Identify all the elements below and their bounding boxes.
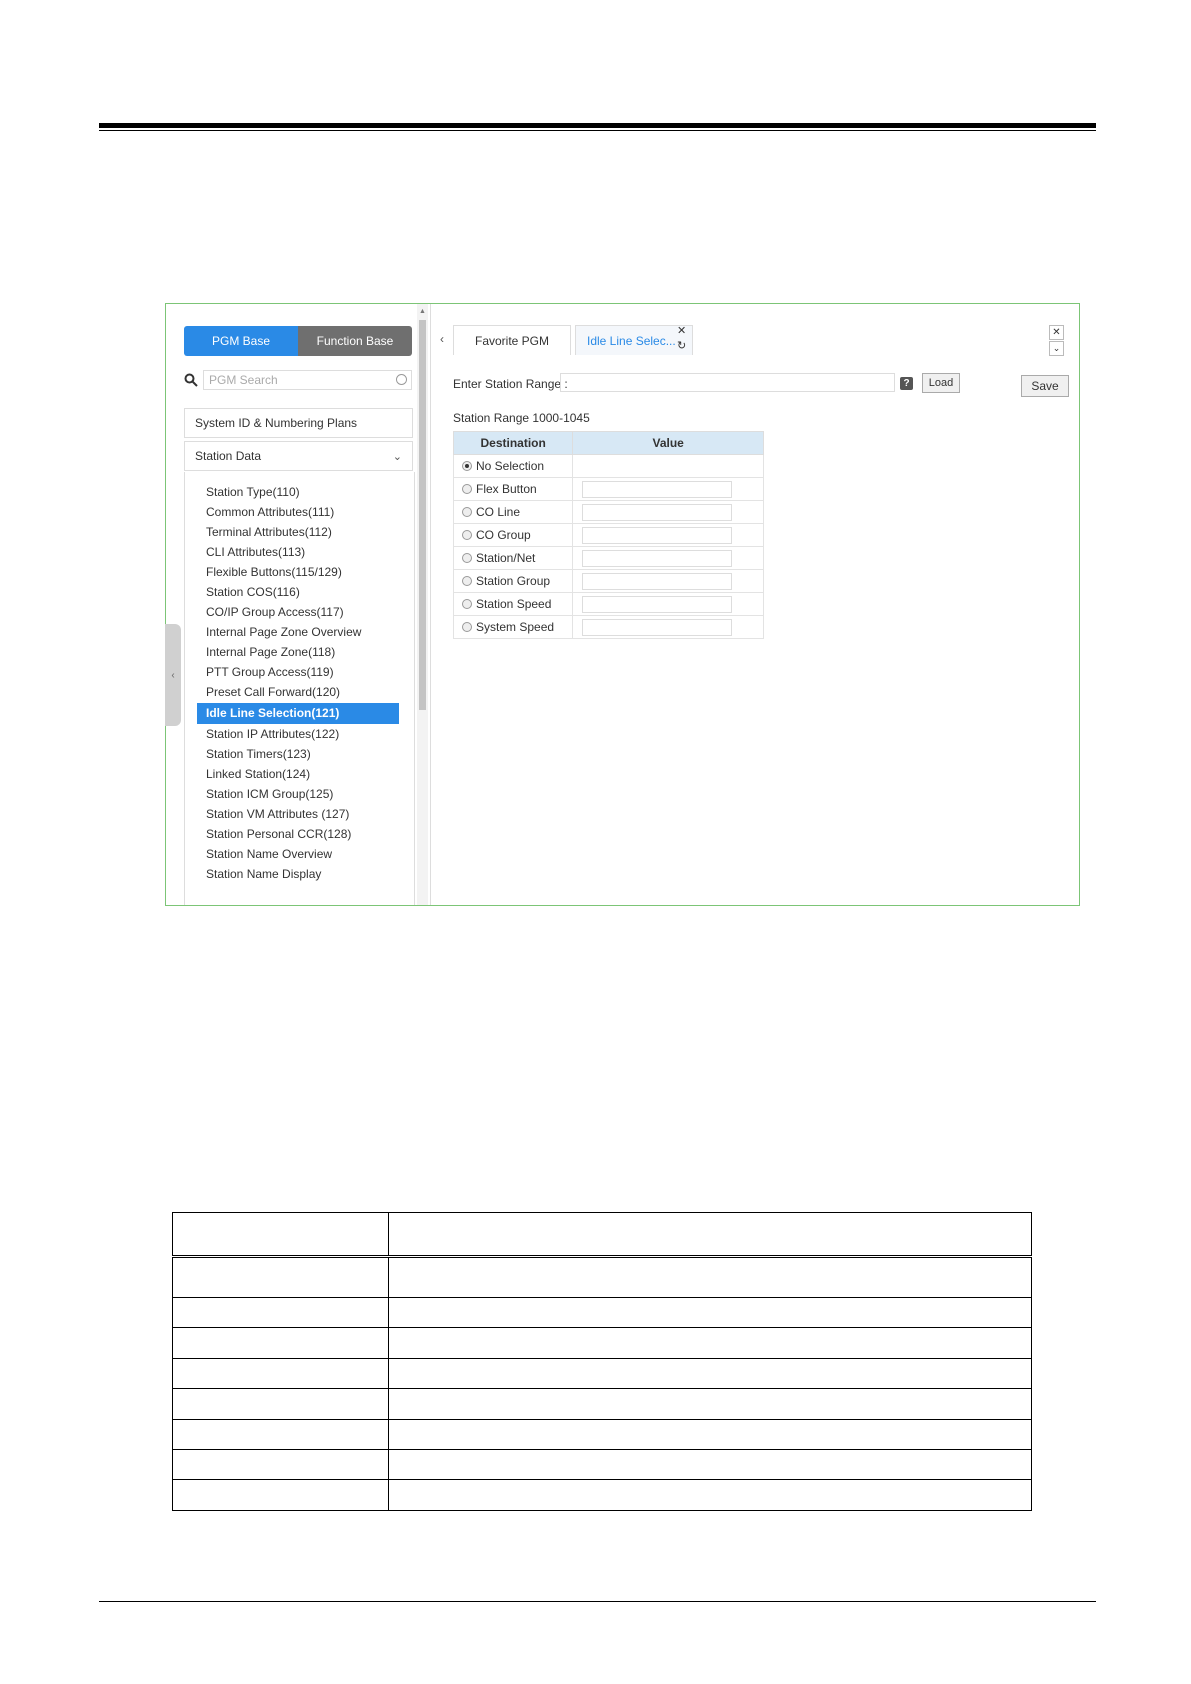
- table-row: [454, 524, 764, 547]
- station-range-text: Station Range 1000-1045: [453, 411, 590, 425]
- table-header-row: [454, 432, 764, 455]
- station-range-label: Enter Station Range :: [453, 377, 568, 391]
- sidebar-item-station-timers[interactable]: Station Timers(123): [206, 747, 311, 761]
- sidebar-item-station-name-overview[interactable]: Station Name Overview: [206, 847, 333, 861]
- doc-table-row: [173, 1297, 1032, 1327]
- doc-cell: [173, 1297, 389, 1327]
- table-row: [454, 455, 764, 478]
- destination-label: Station Speed: [476, 597, 552, 611]
- save-button[interactable]: Save: [1021, 375, 1069, 397]
- table-row: [454, 593, 764, 616]
- doc-cell: [173, 1358, 389, 1388]
- menu-system-id-label: System ID & Numbering Plans: [195, 416, 358, 430]
- radio-button[interactable]: [462, 553, 472, 563]
- radio-button[interactable]: [462, 576, 472, 586]
- destination-label: System Speed: [476, 620, 555, 634]
- tab-refresh-icon[interactable]: ↻: [677, 340, 687, 352]
- destination-cell[interactable]: [454, 524, 573, 547]
- destination-label: No Selection: [476, 459, 545, 473]
- doc-cell: [389, 1257, 1032, 1298]
- tab-prev-icon[interactable]: ‹: [440, 332, 444, 346]
- value-input[interactable]: [582, 596, 732, 613]
- doc-table-row: [173, 1419, 1032, 1449]
- sidebar-item-station-vm-attributes[interactable]: Station VM Attributes (127): [206, 807, 350, 821]
- document-table: [172, 1212, 1032, 1511]
- footer-rule: [99, 1601, 1096, 1602]
- value-cell: [573, 524, 764, 547]
- sidebar-item-ptt-group-access[interactable]: PTT Group Access(119): [206, 665, 334, 679]
- header-rule: [99, 123, 1096, 128]
- doc-cell: [389, 1449, 1032, 1479]
- base-toggle: [184, 326, 412, 356]
- station-range-input[interactable]: [560, 373, 895, 392]
- doc-cell: [173, 1328, 389, 1358]
- destination-cell[interactable]: [454, 455, 573, 478]
- sidebar-item-station-icm-group[interactable]: Station ICM Group(125): [206, 787, 334, 801]
- search-icon: [184, 373, 198, 387]
- value-cell: [573, 616, 764, 639]
- left-scrollbar[interactable]: [417, 304, 428, 905]
- radio-button[interactable]: [462, 484, 472, 494]
- chevron-down-icon[interactable]: ⌄: [1049, 341, 1064, 356]
- doc-table-header: [173, 1213, 1032, 1257]
- value-cell: [573, 593, 764, 616]
- pgm-base-button[interactable]: PGM Base: [184, 326, 298, 356]
- doc-table-row: [173, 1389, 1032, 1419]
- tab-favorite-pgm[interactable]: Favorite PGM: [453, 325, 571, 355]
- radio-button[interactable]: [462, 599, 472, 609]
- search-placeholder: PGM Search: [209, 373, 278, 387]
- sidebar-item-station-name-display[interactable]: Station Name Display: [206, 867, 322, 881]
- scroll-up-icon[interactable]: ▲: [419, 308, 426, 315]
- destination-cell[interactable]: [454, 478, 573, 501]
- destination-cell[interactable]: [454, 547, 573, 570]
- destination-cell[interactable]: [454, 570, 573, 593]
- value-input[interactable]: [582, 504, 732, 521]
- collapse-panel-handle[interactable]: [165, 624, 181, 726]
- pgm-search-input[interactable]: [203, 370, 412, 390]
- doc-table-row: [173, 1358, 1032, 1388]
- destination-label: CO Line: [476, 505, 521, 519]
- doc-cell: [173, 1389, 389, 1419]
- station-data-list: [184, 472, 415, 905]
- doc-cell: [389, 1297, 1032, 1327]
- doc-cell: [173, 1480, 389, 1511]
- right-panel: [430, 304, 1079, 905]
- value-input[interactable]: [582, 527, 732, 544]
- chevron-down-icon[interactable]: ⌄: [392, 451, 402, 463]
- table-row: [454, 616, 764, 639]
- value-cell: [573, 501, 764, 524]
- doc-cell: [389, 1358, 1032, 1388]
- doc-cell: [173, 1257, 389, 1298]
- value-cell: [573, 478, 764, 501]
- sidebar-item-flexible-buttons[interactable]: Flexible Buttons(115/129): [206, 565, 342, 579]
- table-row: [454, 501, 764, 524]
- scroll-thumb[interactable]: [419, 320, 426, 710]
- radio-button[interactable]: [462, 461, 472, 471]
- table-row: [454, 570, 764, 593]
- doc-table-row: [173, 1257, 1032, 1298]
- destination-label: CO Group: [476, 528, 531, 542]
- doc-cell: [389, 1328, 1032, 1358]
- doc-table-row: [173, 1480, 1032, 1511]
- tab-idle-line-selection[interactable]: Idle Line Selec...: [575, 325, 693, 355]
- sidebar-item-preset-call-forward[interactable]: Preset Call Forward(120): [206, 685, 341, 699]
- sidebar-item-terminal-attributes[interactable]: Terminal Attributes(112): [206, 525, 332, 539]
- destination-cell[interactable]: [454, 593, 573, 616]
- menu-station-data[interactable]: [184, 441, 413, 471]
- radio-button[interactable]: [462, 530, 472, 540]
- table-row: [454, 547, 764, 570]
- value-input[interactable]: [582, 573, 732, 590]
- sidebar-item-station-personal-ccr[interactable]: Station Personal CCR(128): [206, 827, 352, 841]
- destination-cell[interactable]: [454, 616, 573, 639]
- function-base-button[interactable]: Function Base: [298, 326, 412, 356]
- destination-label: Station/Net: [476, 551, 536, 565]
- sidebar-item-station-cos[interactable]: Station COS(116): [206, 585, 300, 599]
- close-all-icon[interactable]: ✕: [1049, 325, 1064, 340]
- left-panel: [166, 304, 431, 905]
- sidebar-item-internal-page-zone-overview[interactable]: Internal Page Zone Overview: [206, 625, 362, 639]
- doc-cell: [173, 1449, 389, 1479]
- header-destination: Destination: [454, 432, 573, 455]
- sidebar-item-common-attributes[interactable]: Common Attributes(111): [206, 505, 335, 519]
- header-rule-thin: [99, 130, 1096, 131]
- doc-cell: [173, 1419, 389, 1449]
- destination-label: Flex Button: [476, 482, 537, 496]
- sidebar-item-station-ip-attributes[interactable]: Station IP Attributes(122): [206, 727, 340, 741]
- tab-close-icon[interactable]: ✕: [677, 325, 687, 337]
- sidebar-item-cli-attributes[interactable]: CLI Attributes(113): [206, 545, 306, 559]
- sidebar-item-internal-page-zone[interactable]: Internal Page Zone(118): [206, 645, 336, 659]
- destination-table: [453, 431, 764, 639]
- sidebar-item-linked-station[interactable]: Linked Station(124): [206, 767, 311, 781]
- doc-table-row: [173, 1328, 1032, 1358]
- value-cell: [573, 570, 764, 593]
- value-input[interactable]: [582, 481, 732, 498]
- value-input[interactable]: [582, 550, 732, 567]
- menu-system-id[interactable]: [184, 408, 413, 438]
- chevron-left-icon: ‹: [171, 669, 175, 681]
- screenshot-frame: [165, 303, 1080, 906]
- destination-cell[interactable]: [454, 501, 573, 524]
- table-row: [454, 478, 764, 501]
- value-cell: [573, 547, 764, 570]
- clear-search-icon[interactable]: [396, 374, 407, 385]
- radio-button[interactable]: [462, 507, 472, 517]
- doc-cell: [173, 1213, 389, 1257]
- value-input[interactable]: [582, 619, 732, 636]
- doc-table-row: [173, 1449, 1032, 1479]
- menu-station-data-label: Station Data: [195, 449, 262, 463]
- sidebar-item-station-type[interactable]: Station Type(110): [206, 485, 300, 499]
- help-icon[interactable]: ?: [900, 377, 913, 390]
- doc-cell: [389, 1213, 1032, 1257]
- doc-cell: [389, 1419, 1032, 1449]
- sidebar-item-idle-line-selection[interactable]: Idle Line Selection(121): [197, 703, 399, 724]
- sidebar-item-co-ip-group-access[interactable]: CO/IP Group Access(117): [206, 605, 344, 619]
- load-button[interactable]: Load: [922, 373, 960, 393]
- header-value: Value: [573, 432, 764, 455]
- destination-label: Station Group: [476, 574, 551, 588]
- doc-cell: [389, 1480, 1032, 1511]
- value-cell: [573, 455, 764, 478]
- radio-button[interactable]: [462, 622, 472, 632]
- doc-cell: [389, 1389, 1032, 1419]
